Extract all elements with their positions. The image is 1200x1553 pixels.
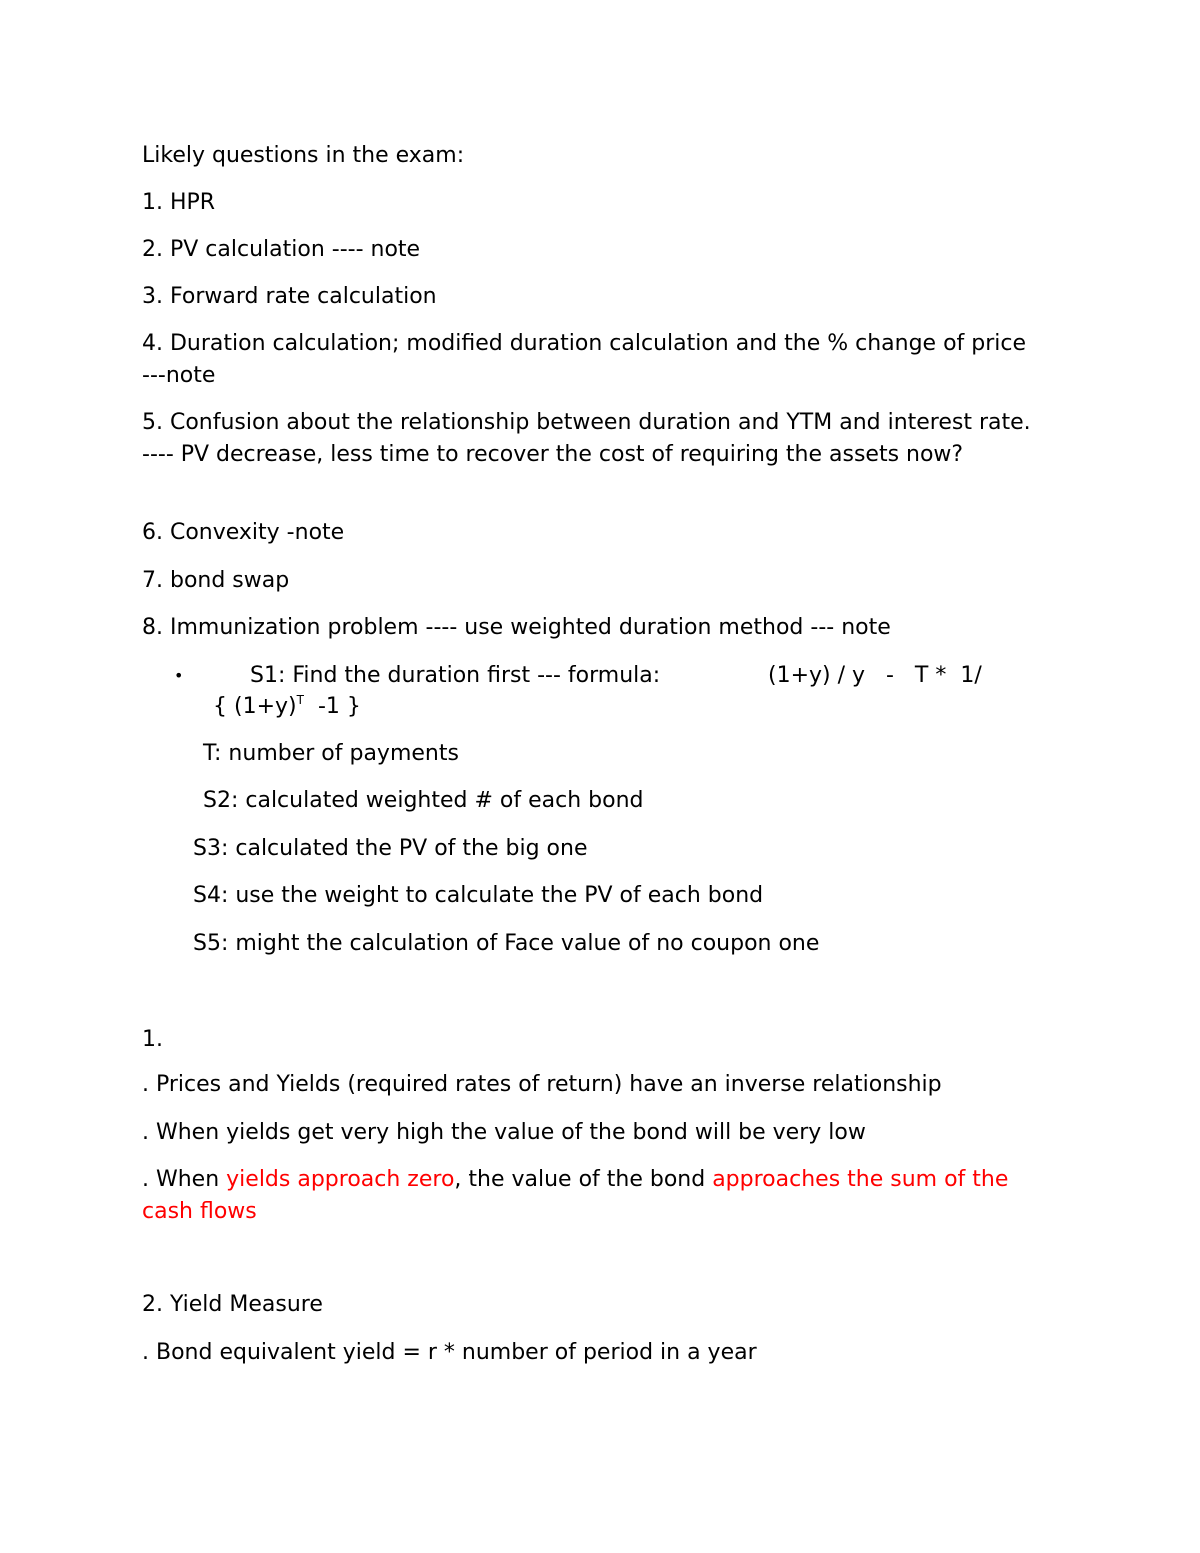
formula-line2 [213,691,1113,723]
step-s2: S2: calculated weighted # of each bond [203,788,644,813]
list-item-8: 8. Immunization problem ---- use weighted duration method --- note [142,615,891,640]
list-item-7: 7. bond swap [142,568,290,593]
step-s3: S3: calculated the PV of the big one [193,836,588,861]
list-item-3: 3. Forward rate calculation [142,284,437,309]
section1-line2: . When yields get very high the value of the bond will be very low [142,1120,866,1145]
section1-heading: 1. [142,1027,163,1052]
section1-line3 [142,1164,1037,1228]
section2-line1: . Bond equivalent yield = r * number of period in a year [142,1340,757,1365]
intro-heading: Likely questions in the exam: [142,143,465,168]
formula-part2: { (1+y) [213,694,297,719]
step-s4: S4: use the weight to calculate the PV of each bond [193,883,764,908]
bullet-icon: • [174,666,184,685]
list-item-5: 5. Confusion about the relationship between duration and YTM and interest rate. ---- PV decrease, less time to recover the cost of requiring the assets now? [142,410,1031,467]
list-item-4: 4. Duration calculation; modified duration calculation and the % change of price ---note [142,331,1027,388]
section1-line1: . Prices and Yields (required rates of return) have an inverse relationship [142,1072,942,1097]
list-item-1: 1. HPR [142,190,216,215]
formula-superscript: T [296,693,304,707]
step-t: T: number of payments [203,741,459,766]
formula-part3: -1 } [303,694,361,719]
section1-line3-highlight1: yields approach zero [226,1167,455,1192]
section1-line3-b: , the value of the bond [454,1167,713,1192]
bullet-s1-text: S1: Find the duration first --- formula: [250,663,661,688]
formula-part1: (1+y) / y - T * 1/ [768,663,982,688]
section2-heading: 2. Yield Measure [142,1292,323,1317]
section1-line3-highlight2: approaches the sum of the cash flows [142,1167,1009,1224]
list-item-2: 2. PV calculation ---- note [142,237,421,262]
step-s5: S5: might the calculation of Face value of no coupon one [193,931,820,956]
list-item-6: 6. Convexity -note [142,520,345,545]
section1-line3-a: . When [142,1167,227,1192]
